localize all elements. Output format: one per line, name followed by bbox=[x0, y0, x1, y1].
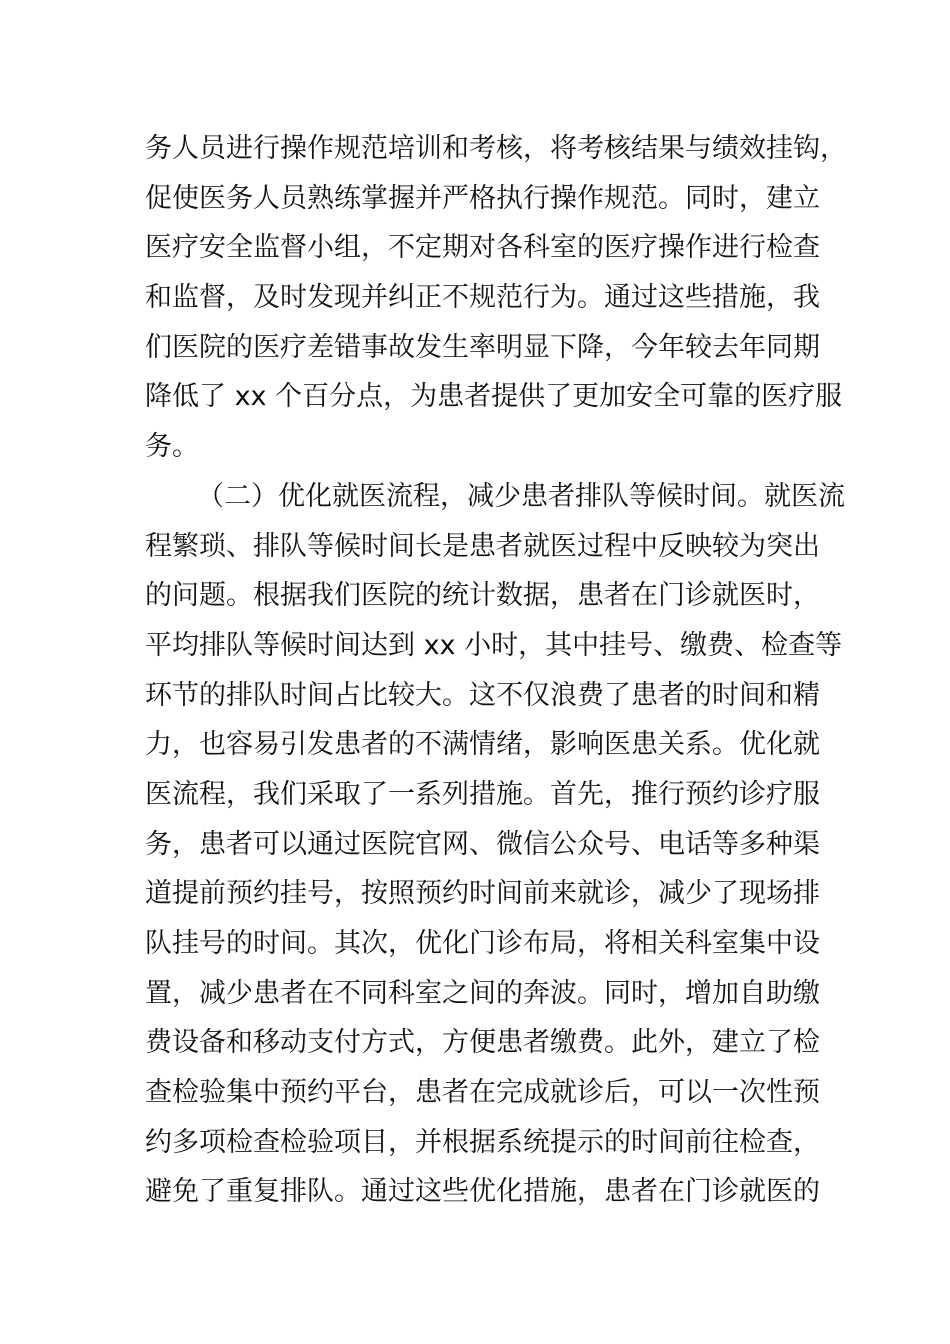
text-line: 医流程，我们采取了一系列措施。首先，推行预约诊疗服 bbox=[145, 778, 820, 810]
text-line: 医疗安全监督小组，不定期对各科室的医疗操作进行检查 bbox=[145, 232, 820, 264]
text-line: 避免了重复排队。通过这些优化措施，患者在门诊就医的 bbox=[145, 1176, 820, 1208]
text-line: 务。 bbox=[145, 431, 199, 463]
text-line: 们医院的医疗差错事故发生率明显下降，今年较去年同期 bbox=[145, 331, 820, 363]
text-line: 的问题。根据我们医院的统计数据，患者在门诊就医时， bbox=[145, 580, 820, 612]
text-line: 力，也容易引发患者的不满情绪，影响医患关系。优化就 bbox=[145, 729, 820, 761]
text-line: 降低了 xx 个百分点，为患者提供了更加安全可靠的医疗服 bbox=[145, 381, 843, 413]
text-line: 平均排队等候时间达到 xx 小时，其中挂号、缴费、检查等 bbox=[145, 629, 843, 661]
text-line: 费设备和移动支付方式，方便患者缴费。此外，建立了检 bbox=[145, 1027, 820, 1059]
text-line: 约多项检查检验项目，并根据系统提示的时间前往检查， bbox=[145, 1126, 820, 1158]
text-line: 置，减少患者在不同科室之间的奔波。同时，增加自助缴 bbox=[145, 977, 820, 1009]
text-line: 队挂号的时间。其次，优化门诊布局，将相关科室集中设 bbox=[145, 928, 820, 959]
text-line: 促使医务人员熟练掌握并严格执行操作规范。同时，建立 bbox=[145, 182, 820, 214]
text-line: 查检验集中预约平台，患者在完成就诊后，可以一次性预 bbox=[145, 1077, 820, 1109]
text-line: 和监督，及时发现并纠正不规范行为。通过这些措施，我 bbox=[145, 282, 820, 314]
text-line: 务人员进行操作规范培训和考核，将考核结果与绩效挂钩， bbox=[145, 133, 847, 164]
text-line: 道提前预约挂号，按照预约时间前来就诊，减少了现场排 bbox=[145, 878, 820, 910]
section-heading-line: （二）优化就医流程，减少患者排队等候时间。就医流 bbox=[197, 480, 845, 512]
body-text bbox=[145, 124, 847, 1217]
text-line: 环节的排队时间占比较大。这不仅浪费了患者的时间和精 bbox=[145, 679, 820, 711]
text-line: 程繁琐、排队等候时间长是患者就医过程中反映较为突出 bbox=[145, 530, 820, 562]
text-line: 务，患者可以通过医院官网、微信公众号、电话等多种渠 bbox=[145, 828, 820, 860]
